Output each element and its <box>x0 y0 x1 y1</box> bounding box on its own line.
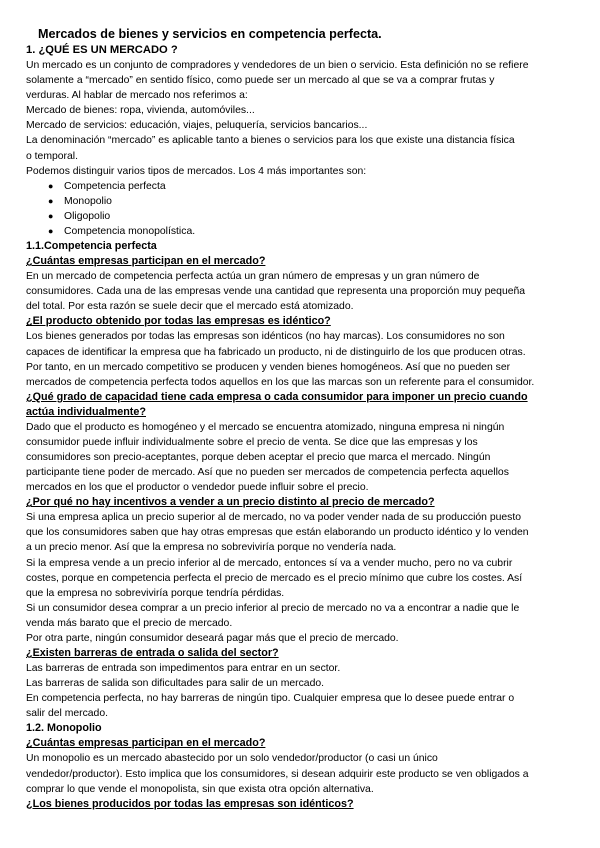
paragraph-line: mercados en los que el productor o vendedor puede influir sobre el precio. <box>26 482 369 494</box>
question-heading: ¿Cuántas empresas participan en el mercado? <box>26 255 266 268</box>
document-page <box>26 26 586 812</box>
paragraph-line: Un monopolio es un mercado abastecido por un solo vendedor/productor (o casi un único <box>26 753 438 765</box>
paragraph-line: Dado que el producto es homogéneo y el mercado se encuentra atomizado, ninguna empresa ni ningún <box>26 421 505 433</box>
paragraph-line: verduras. Al hablar de mercado nos referimos a: <box>26 90 248 102</box>
list-item: ● Monopolio <box>48 194 586 209</box>
paragraph-line: Podemos distinguir varios tipos de mercados. Los 4 más importantes son: <box>26 165 367 177</box>
paragraph-line: La denominación “mercado” es aplicable tanto a bienes o servicios para los que existe una distancia física <box>26 135 515 147</box>
paragraph-line: En competencia perfecta, no hay barreras de ningún tipo. Cualquier empresa que lo desee puede entrar o <box>26 693 515 705</box>
question-heading: ¿Los bienes producidos por todas las empresas son idénticos? <box>26 797 354 810</box>
bullet-icon: ● <box>48 195 54 206</box>
paragraph-line: del total. Por esta razón se suele decir que el mercado está atomizado. <box>26 301 354 313</box>
list-item: ● Competencia monopolística. <box>48 224 586 239</box>
paragraph-line: solamente a “mercado” en sentido físico, como puede ser un mercado al que se va a comprar frutas y <box>26 75 495 87</box>
market-types-list <box>26 179 586 239</box>
paragraph-line: capaces de identificar la empresa que ha fabricado un producto, ni de distinguirlo de los que producen otras. <box>26 346 526 358</box>
question-heading: ¿Cuántas empresas participan en el mercado? <box>26 737 266 750</box>
list-item: ● Oligopolio <box>48 209 586 224</box>
paragraph-line: salir del mercado. <box>26 708 109 720</box>
question-heading: actúa individualmente? <box>26 405 146 418</box>
paragraph-line: vendedor/productor). Esto implica que los consumidores, si desean adquirir este producto se ven obligados a <box>26 768 529 780</box>
bullet-icon: ● <box>48 210 54 221</box>
document-title: Mercados de bienes y servicios en competencia perfecta. <box>38 27 382 41</box>
paragraph-line: Las barreras de salida son dificultades para salir de un mercado. <box>26 678 325 690</box>
list-item: ● Competencia perfecta <box>48 179 586 194</box>
paragraph-line: Mercado de bienes: ropa, vivienda, automóviles... <box>26 105 255 117</box>
paragraph-line: Los bienes generados por todas las empresas son idénticos (no hay marcas). Los consumidores no son <box>26 331 505 343</box>
paragraph-line: costes, porque en competencia perfecta el precio de mercado es el precio mínimo que cubre los costes. Así <box>26 572 523 584</box>
paragraph-line: que los consumidores saben que hay otras empresas que están elaborando un producto idéntico y lo venden <box>26 527 529 539</box>
paragraph-line: En un mercado de competencia perfecta actúa un gran número de empresas y un gran número de <box>26 271 480 283</box>
question-heading: ¿El producto obtenido por todas las empresas es idéntico? <box>26 315 331 328</box>
paragraph-line: Por otra parte, ningún consumidor deseará pagar más que el precio de mercado. <box>26 633 399 644</box>
bullet-icon: ● <box>48 180 54 191</box>
question-heading: ¿Qué grado de capacidad tiene cada empresa o cada consumidor para imponer un precio cuando <box>26 390 528 403</box>
subsection-heading-competencia-perfecta: 1.1.Competencia perfecta <box>26 240 157 253</box>
question-heading: ¿Existen barreras de entrada o salida del sector? <box>26 647 279 660</box>
paragraph-line: Las barreras de entrada son impedimentos para entrar en un sector. <box>26 663 341 675</box>
paragraph-line: comprar lo que vende el monopolista, sin que exista otra opción alternativa. <box>26 783 374 795</box>
paragraph-line: a un precio menor. Así que la empresa no sobreviviría porque no vendería nada. <box>26 542 397 554</box>
paragraph-line: consumidor puede influir individualmente sobre el precio de venta. Se dice que las empresas y los <box>26 436 478 448</box>
paragraph-line: mercados de competencia perfecta todos aquellos en los que las marcas son un referente para el consumidor. <box>26 376 535 388</box>
question-heading: ¿Por qué no hay incentivos a vender a un precio distinto al precio de mercado? <box>26 496 435 509</box>
paragraph-line: Si la empresa vende a un precio inferior al de mercado, entonces sí va a vender mucho, pero no va cubrir <box>26 557 513 569</box>
section-heading-que-es-un-mercado: 1. ¿QUÉ ES UN MERCADO ? <box>26 44 178 56</box>
paragraph-line: Un mercado es un conjunto de compradores y vendedores de un bien o servicio. Esta definición no se refiere <box>26 60 529 71</box>
paragraph-line: Si una empresa aplica un precio superior al de mercado, no va poder vender nada de su producción puesto <box>26 512 522 524</box>
paragraph-line: que la empresa no sobreviviría porque tendría pérdidas. <box>26 587 285 599</box>
paragraph-line: Por tanto, en un mercado competitivo se producen y venden bienes homogéneos. Así que no pueden ser <box>26 361 511 373</box>
paragraph-line: Mercado de servicios: educación, viajes, peluquería, servicios bancarios... <box>26 120 368 132</box>
paragraph-line: o temporal. <box>26 150 78 162</box>
paragraph-line: consumidores son precio-aceptantes, porque deben aceptar el precio que marca el mercado. Ningún <box>26 451 491 463</box>
paragraph-line: Si un consumidor desea comprar a un precio inferior al precio de mercado no va a encontrar a nadie que le <box>26 602 520 614</box>
paragraph-line: consumidores. Cada una de las empresas vende una cantidad que representa una proporción muy pequeña <box>26 286 526 298</box>
paragraph-line: participante tiene poder de mercado. Así que no pueden ser mercados de competencia perfecta aquellos <box>26 467 509 479</box>
subsection-heading-monopolio: 1.2. Monopolio <box>26 722 102 735</box>
paragraph-line: venda más barato que el precio de mercado. <box>26 617 233 629</box>
bullet-icon: ● <box>48 226 54 237</box>
